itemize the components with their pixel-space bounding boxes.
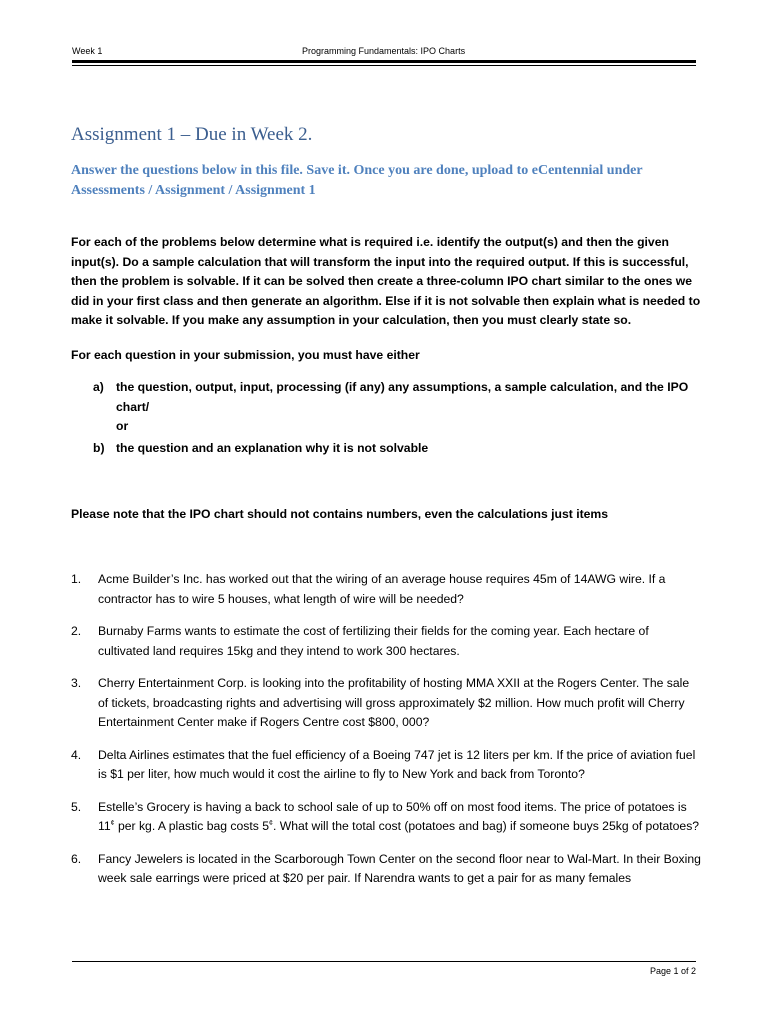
question-item [71, 798, 701, 837]
cent-sign: ¢ [269, 819, 273, 827]
header-week: Week 1 [72, 46, 103, 56]
question-number: 5. [71, 799, 82, 814]
submission-options [93, 378, 693, 458]
ipo-chart-note: Please note that the IPO chart should not contains numbers, even the calculations just items [71, 507, 609, 521]
option-a-label: a) [93, 380, 104, 394]
question-item [71, 622, 701, 661]
question-text-part: per kg. A plastic bag costs 5 [114, 819, 270, 833]
question-text: Cherry Entertainment Corp. is looking into the profitability of hosting MMA XXII at the Rogers Center. The sale of tickets, broadcasting rights and advertising will gross approximately $2 million. How much profit will Cherry Entertainment Center make if Rogers Centre cost $800, 000? [98, 676, 690, 729]
question-text: Fancy Jewelers is located in the Scarborough Town Center on the second floor near to Wal-Mart. In their Boxing week sale earrings were priced at $20 per pair. If Narendra wants to get a pair for as many females [98, 851, 701, 885]
question-text: Delta Airlines estimates that the fuel efficiency of a Boeing 747 jet is 12 liters per km. If the price of aviation fuel is $1 per liter, how much would it cost the airline to fly to New York and back from Toronto? [98, 747, 696, 781]
option-a-text: the question, output, input, processing (if any) any assumptions, a sample calculation, and the IPO chart/ [116, 380, 689, 414]
cent-sign: ¢ [110, 819, 115, 827]
assignment-instructions: Answer the questions below in this file. Save it. Once you are done, upload to eCentennial under Assessments / Assignment / Assignment 1 [71, 163, 643, 198]
question-text [98, 800, 699, 834]
question-number: 3. [71, 676, 82, 690]
submission-requirements: For each question in your submission, you must have either [71, 348, 420, 362]
question-number: 2. [71, 624, 82, 638]
question-text-part: Estelle’s Grocery is having a back to school sale of up to 50% off on most food items. The price of potatoes is 11 [98, 799, 687, 833]
header-rule-thick [72, 60, 696, 63]
question-text: Acme Builder’s Inc. has worked out that the wiring of an average house requires 45m of 14AWG wire. If a contractor has to wire 5 houses, what length of wire will be needed? [98, 572, 666, 606]
page-number: Page 1 of 2 [649, 966, 696, 976]
question-item [71, 570, 701, 609]
question-number: 6. [71, 851, 82, 866]
intro-paragraph: For each of the problems below determine what is required i.e. identify the output(s) and then the given input(s). Do a sample calculation that will transform the input into the required output. If this is successful, then the problem is solvable. If it can be solved then create a three-column IPO chart similar to the ones we did in your first class and then generate an algorithm. Else if it is not solvable then explain what is needed to make it solvable. If you make any assumption in your calculation, then you must clearly state so. [71, 235, 701, 327]
question-text-part: . What will the total cost (potatoes and bag) if someone buys 25kg of potatoes? [272, 819, 700, 833]
option-b-text: the question and an explanation why it is not solvable [116, 440, 429, 455]
option-or: or [116, 419, 129, 433]
question-item [71, 850, 701, 889]
question-number: 1. [71, 572, 82, 586]
question-list [71, 570, 701, 902]
question-number: 4. [71, 747, 82, 762]
question-item [71, 674, 701, 733]
question-item [71, 746, 701, 785]
header-course-title: Programming Fundamentals: IPO Charts [302, 46, 466, 56]
assignment-title: Assignment 1 – Due in Week 2. [71, 124, 313, 145]
option-b-label: b) [93, 440, 105, 455]
question-text: Burnaby Farms wants to estimate the cost of fertilizing their fields for the coming year. Each hectare of cultivated land requires 15kg and they intend to work 300 hectares. [98, 624, 649, 658]
option-a [93, 378, 693, 417]
option-b [93, 439, 693, 459]
footer-rule [72, 961, 696, 962]
header-rule-thin [72, 65, 696, 66]
